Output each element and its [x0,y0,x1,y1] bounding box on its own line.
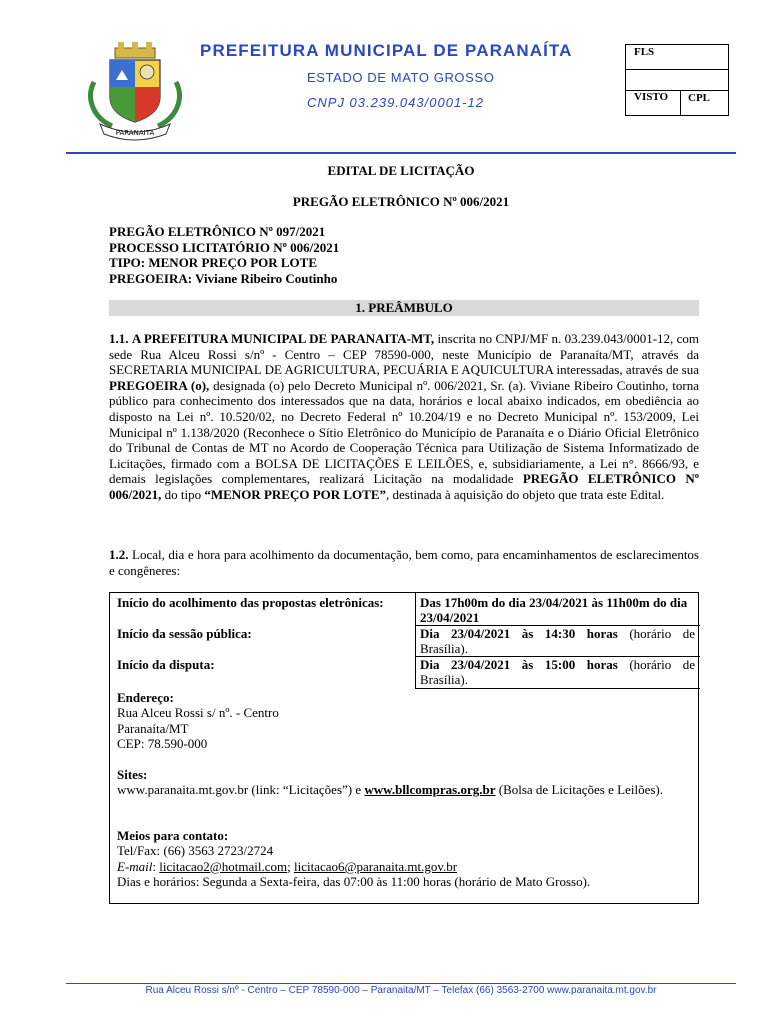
clause-text: do tipo [161,486,205,502]
schedule-value-bold: Dia 23/04/2021 às 15:00 horas [420,657,618,672]
sites-block [117,767,692,798]
email-link[interactable]: licitacao6@paranaita.mt.gov.br [294,858,458,874]
municipal-seal [82,42,188,142]
contact-hours: Dias e horários: Segunda a Sexta-feira, das 07:00 às 11:00 horas (horário de Mato Grosso). [117,874,591,890]
coat-of-arms-icon [82,42,188,142]
contact-email-line [117,859,692,874]
clause-number: 1.2. [109,547,129,562]
contact-label: Meios para contato: [117,828,229,843]
schedule-value-note: (horário de Brasília). [420,657,695,688]
clause-text: , destinada à aquisição do objeto que trata este Edital. [386,486,665,502]
clause-number: 1.1. [109,331,129,346]
clause-text: inscrita no CNPJ/MF n. 03.239.043/0001-12, com sede Rua Alceu Rossi s/nº - Centro – CEP 78590-000, neste Município de Paranaíta/MT, através da SECRETARIA MUNICIPAL DE AGRICULTURA, PECUÁRIA E AQUICULTURA interessadas, através de sua [109,331,700,378]
address-line: Paranaíta/MT [117,720,189,736]
sites-label: Sites: [117,767,148,782]
email-separator: ; [287,858,294,874]
schedule-value [420,626,695,657]
paragraph-1-2 [109,547,699,578]
org-cnpj: CNPJ 03.239.043/0001-12 [307,95,484,110]
paragraph-1-1 [109,331,699,503]
contact-phone: Tel/Fax: (66) 3563 2723/2724 [117,843,274,859]
contact-block [117,828,692,890]
schedule-label: Início do acolhimento das propostas eletrônicas: [117,595,384,610]
org-state: ESTADO DE MATO GROSSO [307,70,495,85]
table-row-divider [415,688,700,689]
section-heading: 1. PREÂMBULO [109,300,699,316]
schedule-value: Das 17h00m do dia 23/04/2021 às 11h00m do dia 23/04/2021 [420,595,688,626]
clause-bold: PREGOEIRA (o), [109,377,210,393]
meta-line: PREGOEIRA: Viviane Ribeiro Coutinho [109,270,338,286]
table-column-divider [415,593,416,689]
meta-line: PROCESSO LICITATÓRIO Nº 006/2021 [109,239,340,255]
email-link[interactable]: licitacao2@hotmail.com [159,858,288,874]
address-line: CEP: 78.590-000 [117,736,208,752]
schedule-label: Início da sessão pública: [117,626,252,641]
org-name: PREFEITURA MUNICIPAL DE PARANAÍTA [200,41,573,60]
email-label: E-mail [117,858,153,874]
clause-bold: “MENOR PREÇO POR LOTE” [204,486,387,502]
document-subtitle: PREGÃO ELETRÔNICO Nº 006/2021 [292,194,510,209]
header-divider [66,152,736,154]
meta-line: PREGÃO ELETRÔNICO Nº 097/2021 [109,224,326,239]
sites-text-part: (Bolsa de Licitações e Leilões). [495,782,663,798]
page-footer: Rua Alceu Rossi s/nº - Centro – CEP 78590-000 – Paranaita/MT – Telefax (66) 3563-2700 www.paranaita.mt.gov.br [145,985,657,996]
bll-link[interactable]: www.bllcompras.org.br [364,782,496,798]
schedule-table [109,592,699,904]
clause-lead: A PREFEITURA MUNICIPAL DE PARANAITA-MT, [131,331,435,346]
address-block [117,690,692,752]
schedule-value [420,657,695,688]
address-line: Rua Alceu Rossi s/ nº. - Centro [117,705,279,721]
seal-ribbon-text: PARANAITA [115,129,155,137]
process-info [109,224,339,286]
address-label: Endereço: [117,690,174,705]
schedule-value-note: (horário de Brasília). [420,626,695,657]
meta-line: TIPO: MENOR PREÇO POR LOTE [109,255,318,271]
clause-bold: PREGÃO ELETRÔNICO Nº 006/2021, [109,471,700,502]
document-title: EDITAL DE LICITAÇÃO [327,163,475,178]
footer-divider [66,983,736,984]
stamp-visto-label: VISTO [626,91,681,115]
schedule-value-bold: Dia 23/04/2021 às 14:30 horas [420,626,618,641]
clause-text: Local, dia e hora para acolhimento da documentação, bem como, para encaminhamentos de esclarecimentos e congêneres: [109,547,699,578]
clause-text: designada (o) pelo Decreto Municipal nº. 006/2021, Sr. (a). Viviane Ribeiro Coutinho, torna público para conhecimento dos interessados que na data, horários e local abaixo indicados, em obediência ao disposto na Lei nº. 10.520/02, no Decreto Federal nº 10.204/19 e no Decreto Municipal nº. 153/2009, Lei Municipal nº 1.138/2020 (Reconhece o Sítio Eletrônico do Município de Paranaíta e o Diário Oficial Eletrônico do Tribunal de Contas de MT no Acordo de Cooperação Técnica para Utilização de Sistema Informatizado de Licitações, firmado com a BOLSA DE LICITAÇÕES E LEILÕES, e, subsidiariamente, a Lei n°. 8666/93, e demais legislações complementares, realizará Licitação na modalidade [109,377,700,487]
sites-text [117,782,692,797]
stamp-cpl-label: CPL [688,92,710,104]
sites-text-part: www.paranaita.mt.gov.br (link: “Licitações”) e [117,782,365,798]
email-separator: : [152,858,160,874]
stamp-fls-label: FLS [634,46,655,58]
stamp-fls-cell [626,45,728,70]
page-stamp-box [625,44,729,116]
schedule-label: Início da disputa: [117,657,215,672]
